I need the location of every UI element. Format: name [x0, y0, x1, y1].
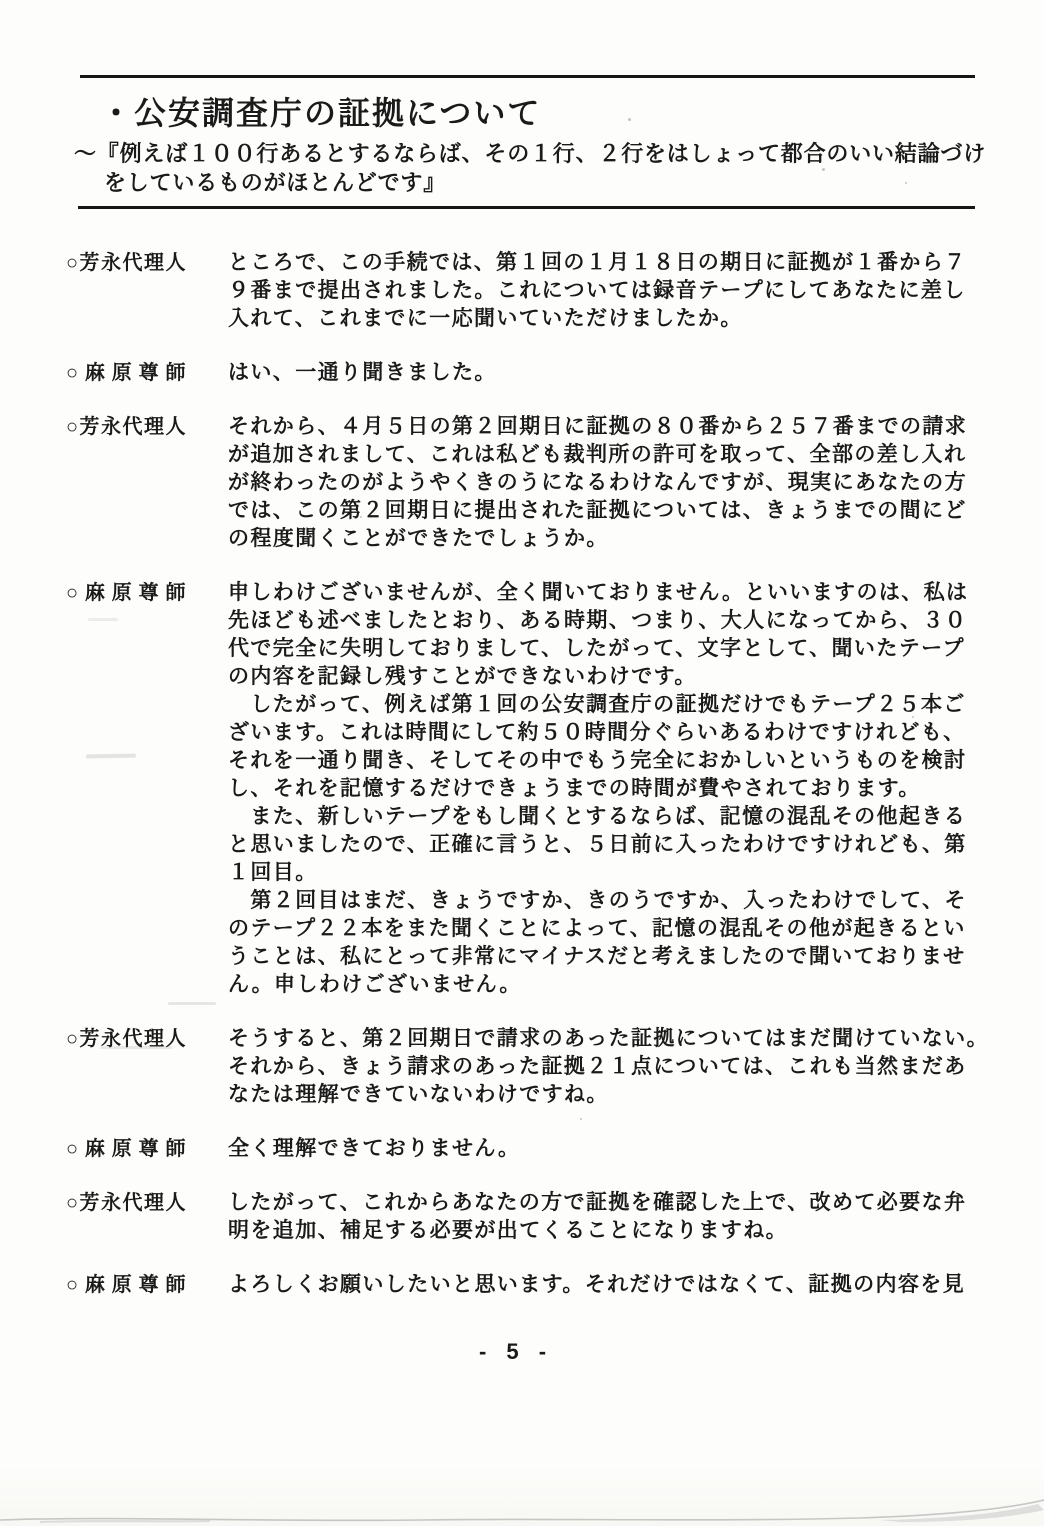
speech-text [228, 579, 1044, 999]
speech-line: したがって、これからあなたの方で証拠を確認した上で、改めて必要な弁 [228, 1191, 967, 1214]
speech-line: し、それを記憶するだけできょうまでの時間が費やされております。 [228, 777, 921, 800]
speech-line: ９番まで提出されました。これについては録音テープにしてあなたに差し [228, 279, 966, 302]
dialogue-block [66, 1135, 1044, 1163]
speech-line: 全く理解できておりません。 [228, 1137, 521, 1160]
dialogue-section [0, 249, 1044, 1299]
speech-text [228, 413, 1044, 553]
dialogue-block [66, 1025, 1044, 1109]
page-number: - 5 - [478, 1339, 554, 1364]
speech-line: と思いましたので、正確に言うと、５日前に入ったわけですけれども、第 [228, 833, 967, 856]
scan-speck [912, 716, 914, 718]
scan-speck [628, 118, 631, 121]
dialogue-block [66, 1189, 1044, 1245]
speech-text [228, 249, 1044, 333]
speech-line: それから、４月５日の第２回期日に証拠の８０番から２５７番までの請求 [228, 415, 968, 438]
speech-line: よろしくお願いしたいと思います。それだけではなくて、証拠の内容を見 [228, 1273, 966, 1296]
speech-line: したがって、例えば第１回の公安調査庁の証拠だけでもテープ２５本ご [228, 693, 966, 716]
dialogue-block [66, 249, 1044, 333]
speech-line: 第２回目はまだ、きょうですか、きのうですか、入ったわけでして、そ [228, 889, 967, 912]
speech-line: が追加されまして、これは私ども裁判所の許可を取って、全部の差し入れ [228, 443, 967, 466]
speech-line: そうすると、第２回期日で請求のあった証拠についてはまだ聞けていない。 [228, 1027, 989, 1050]
header-quote-line-2: をしているものがほとんどです』 [104, 170, 447, 195]
speech-line: ところで、この手続では、第１回の１月１８日の期日に証拠が１番から７ [228, 251, 967, 274]
scan-edge-artifact [0, 1496, 1044, 1526]
speaker-label: ○麻原尊師 [66, 362, 186, 384]
speech-line: ざいます。これは時間にして約５０時間分ぐらいあるわけですけれども、 [228, 721, 966, 744]
dialogue-block [66, 579, 1044, 999]
scan-smudge [100, 1046, 172, 1049]
speech-text [228, 1271, 1044, 1299]
speech-line: の程度聞くことができたでしょうか。 [228, 527, 609, 550]
speech-line: が終わったのがようやくきのうになるわけなんですが、現実にあなたの方 [228, 471, 967, 494]
dialogue-block [66, 359, 1044, 387]
speech-line: なたは理解できていないわけですね。 [228, 1083, 609, 1106]
speech-line: 明を追加、補足する必要が出てくることになりますね。 [228, 1219, 788, 1242]
scan-speck [580, 1118, 582, 1120]
speech-line: では、この第２回期日に提出された証拠については、きょうまでの間にど [228, 499, 967, 522]
speech-line: はい、一通り聞きました。 [228, 361, 497, 384]
document-title: ・公安調査庁の証拠について [100, 95, 542, 131]
speaker-label: ○芳永代理人 [66, 252, 186, 274]
speech-line: 申しわけございませんが、全く聞いておりません。といいますのは、私は [228, 581, 969, 604]
speaker-label: ○麻原尊師 [66, 582, 186, 604]
speech-line: それを一通り聞き、そしてその中でもう完全におかしいというものを検討 [228, 749, 967, 772]
speech-line: ん。申しわけございません。 [228, 973, 522, 996]
speaker-label: ○芳永代理人 [66, 1192, 186, 1214]
speaker-label: ○麻原尊師 [66, 1138, 186, 1160]
speech-line: １回目。 [228, 861, 318, 884]
scan-speck [905, 182, 907, 184]
speech-line: 先ほども述べましたとおり、ある時期、つまり、大人になってから、３０ [228, 609, 968, 632]
speech-line: 入れて、これまでに一応聞いていただけましたか。 [228, 307, 743, 330]
speech-text [228, 1135, 1044, 1163]
speech-text [228, 359, 1044, 387]
speech-line: のテープ２２本をまた聞くことによって、記憶の混乱その他が起きるとい [228, 917, 966, 940]
scan-speck [822, 168, 825, 171]
speech-text [228, 1025, 1044, 1109]
header-rule-top [80, 75, 975, 78]
scan-smudge [88, 618, 118, 621]
dialogue-block [66, 413, 1044, 553]
speaker-label: ○麻原尊師 [66, 1274, 186, 1296]
speech-line: それから、きょう請求のあった証拠２１点については、これも当然まだあ [228, 1055, 967, 1078]
header-rule-bottom [78, 206, 975, 209]
speech-text [228, 1189, 1044, 1245]
scan-speck [360, 516, 362, 518]
speaker-label: ○芳永代理人 [66, 416, 186, 438]
speech-line: 代で完全に失明しておりまして、したがって、文字として、聞いたテープ [228, 637, 965, 660]
speaker-label: ○芳永代理人 [66, 1028, 186, 1050]
scan-smudge [168, 1002, 216, 1005]
speech-line: また、新しいテープをもし聞くとするならば、記憶の混乱その他起きる [228, 805, 967, 828]
header-quote-line-1: ～『例えば１００行あるとするならば、その１行、２行をはしょって都合のいい結論づけ [74, 141, 987, 166]
speech-line: うことは、私にとって非常にマイナスだと考えましたので聞いておりませ [228, 945, 966, 968]
speech-line: の内容を記録し残すことができないわけです。 [228, 665, 697, 688]
dialogue-block [66, 1271, 1044, 1299]
